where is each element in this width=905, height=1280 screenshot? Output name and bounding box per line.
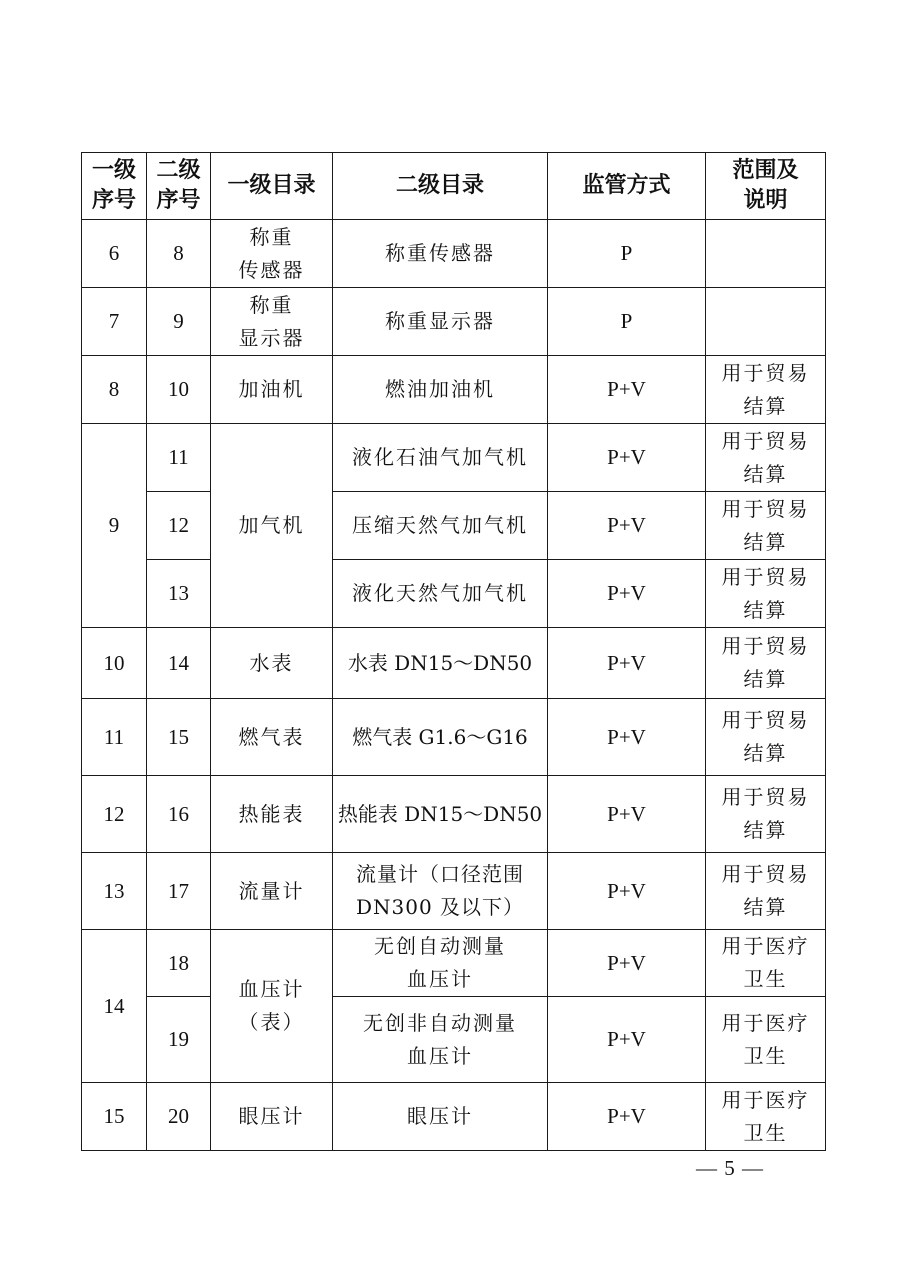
header-level1-no: 一级 序号 xyxy=(82,153,147,220)
level2-catalog-cell: 称重传感器 xyxy=(333,220,548,288)
level1-no-cell: 15 xyxy=(82,1083,147,1151)
level2-catalog-cell: 称重显示器 xyxy=(333,288,548,356)
supervision-cell: P+V xyxy=(548,853,706,930)
level2-catalog-cell: 水表 DN15～DN50 xyxy=(333,628,548,699)
scope-cell: 用于贸易 结算 xyxy=(706,776,826,853)
supervision-cell: P+V xyxy=(548,356,706,424)
table-row xyxy=(82,628,826,699)
scope-cell: 用于贸易 结算 xyxy=(706,853,826,930)
scope-cell: 用于医疗 卫生 xyxy=(706,930,826,997)
supervision-cell: P+V xyxy=(548,930,706,997)
scope-cell xyxy=(706,288,826,356)
supervision-cell: P+V xyxy=(548,492,706,560)
level2-catalog-cell: 液化天然气加气机 xyxy=(333,560,548,628)
table-row xyxy=(82,699,826,776)
scope-cell: 用于贸易 结算 xyxy=(706,492,826,560)
level2-catalog-cell: 无创自动测量 血压计 xyxy=(333,930,548,997)
level1-no-cell: 12 xyxy=(82,776,147,853)
level1-catalog-cell: 流量计 xyxy=(211,853,333,930)
table-row xyxy=(82,220,826,288)
table-row xyxy=(82,1083,826,1151)
level2-catalog-cell: 液化石油气加气机 xyxy=(333,424,548,492)
table-row xyxy=(82,288,826,356)
supervision-cell: P xyxy=(548,288,706,356)
level2-no-cell: 20 xyxy=(147,1083,211,1151)
table-row xyxy=(82,930,826,997)
level1-catalog-cell: 加油机 xyxy=(211,356,333,424)
level2-no-cell: 13 xyxy=(147,560,211,628)
level1-catalog-cell: 称重 显示器 xyxy=(211,288,333,356)
header-level2-no: 二级 序号 xyxy=(147,153,211,220)
level1-catalog-cell: 眼压计 xyxy=(211,1083,333,1151)
level2-no-cell: 8 xyxy=(147,220,211,288)
header-level2-catalog: 二级目录 xyxy=(333,153,548,220)
table-row xyxy=(82,776,826,853)
level2-no-cell: 16 xyxy=(147,776,211,853)
scope-cell: 用于贸易 结算 xyxy=(706,560,826,628)
supervision-cell: P+V xyxy=(548,776,706,853)
scope-cell: 用于贸易 结算 xyxy=(706,699,826,776)
supervision-cell: P+V xyxy=(548,997,706,1083)
level1-catalog-cell: 血压计 （表） xyxy=(211,930,333,1083)
level1-catalog-cell: 称重 传感器 xyxy=(211,220,333,288)
catalog-table xyxy=(81,152,826,1151)
supervision-cell: P+V xyxy=(548,560,706,628)
level1-catalog-cell: 热能表 xyxy=(211,776,333,853)
supervision-cell: P+V xyxy=(548,699,706,776)
table-row xyxy=(82,853,826,930)
level2-no-cell: 11 xyxy=(147,424,211,492)
level2-no-cell: 17 xyxy=(147,853,211,930)
supervision-cell: P xyxy=(548,220,706,288)
scope-cell: 用于贸易 结算 xyxy=(706,628,826,699)
level1-no-cell: 6 xyxy=(82,220,147,288)
supervision-cell: P+V xyxy=(548,1083,706,1151)
table-header-row xyxy=(82,153,826,220)
level2-catalog-cell: 燃油加油机 xyxy=(333,356,548,424)
level2-catalog-cell: 眼压计 xyxy=(333,1083,548,1151)
table-row xyxy=(82,997,826,1083)
level1-no-cell: 13 xyxy=(82,853,147,930)
table-row xyxy=(82,356,826,424)
table-row xyxy=(82,560,826,628)
level2-catalog-cell: 压缩天然气加气机 xyxy=(333,492,548,560)
scope-cell: 用于医疗 卫生 xyxy=(706,997,826,1083)
level1-catalog-cell: 燃气表 xyxy=(211,699,333,776)
level2-no-cell: 14 xyxy=(147,628,211,699)
level2-no-cell: 18 xyxy=(147,930,211,997)
scope-cell: 用于贸易 结算 xyxy=(706,424,826,492)
supervision-cell: P+V xyxy=(548,628,706,699)
header-scope: 范围及 说明 xyxy=(706,153,826,220)
page-number: — 5 — xyxy=(696,1156,764,1180)
table-row xyxy=(82,492,826,560)
supervision-cell: P+V xyxy=(548,424,706,492)
level1-no-cell: 8 xyxy=(82,356,147,424)
table-row xyxy=(82,424,826,492)
level1-no-cell: 11 xyxy=(82,699,147,776)
level1-no-cell: 14 xyxy=(82,930,147,1083)
level1-no-cell: 9 xyxy=(82,424,147,628)
level1-no-cell: 7 xyxy=(82,288,147,356)
level2-catalog-cell: 热能表 DN15～DN50 xyxy=(333,776,548,853)
level1-no-cell: 10 xyxy=(82,628,147,699)
level1-catalog-cell: 加气机 xyxy=(211,424,333,628)
level1-catalog-cell: 水表 xyxy=(211,628,333,699)
level2-no-cell: 9 xyxy=(147,288,211,356)
header-level1-catalog: 一级目录 xyxy=(211,153,333,220)
level2-catalog-cell: 燃气表 G1.6～G16 xyxy=(333,699,548,776)
header-supervision: 监管方式 xyxy=(548,153,706,220)
level2-no-cell: 12 xyxy=(147,492,211,560)
scope-cell: 用于贸易 结算 xyxy=(706,356,826,424)
level2-no-cell: 15 xyxy=(147,699,211,776)
level2-catalog-cell: 流量计（口径范围 DN300 及以下） xyxy=(333,853,548,930)
level2-catalog-cell: 无创非自动测量 血压计 xyxy=(333,997,548,1083)
level2-no-cell: 10 xyxy=(147,356,211,424)
scope-cell: 用于医疗 卫生 xyxy=(706,1083,826,1151)
scope-cell xyxy=(706,220,826,288)
level2-no-cell: 19 xyxy=(147,997,211,1083)
